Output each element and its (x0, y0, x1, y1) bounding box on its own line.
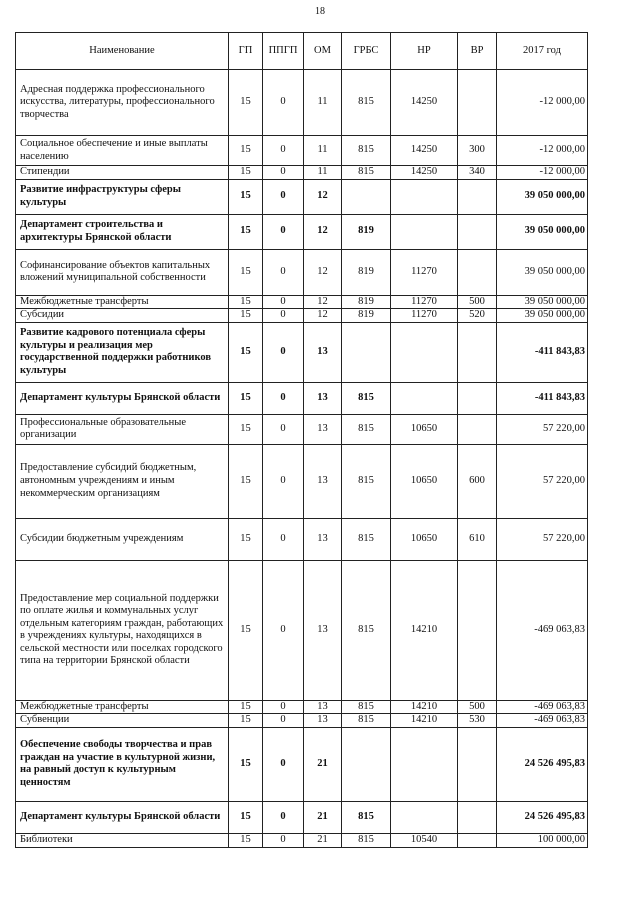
cell-gp: 15 (229, 295, 263, 309)
cell-gp: 15 (229, 70, 263, 136)
cell-vr: 300 (458, 136, 497, 166)
cell-ppgp: 0 (263, 727, 304, 801)
cell-vr (458, 801, 497, 833)
cell-vr: 600 (458, 444, 497, 518)
col-header-nr: НР (391, 33, 458, 70)
cell-om: 21 (304, 833, 342, 847)
cell-gp: 15 (229, 444, 263, 518)
cell-grbs: 815 (342, 714, 391, 728)
cell-grbs: 815 (342, 166, 391, 180)
cell-grbs (342, 322, 391, 382)
table-row (16, 444, 588, 518)
cell-nr: 14210 (391, 714, 458, 728)
cell-vr (458, 214, 497, 249)
cell-om: 11 (304, 166, 342, 180)
cell-nr: 14250 (391, 136, 458, 166)
table-row (16, 833, 588, 847)
cell-om: 12 (304, 214, 342, 249)
cell-vr: 340 (458, 166, 497, 180)
cell-ppgp: 0 (263, 414, 304, 444)
cell-grbs (342, 727, 391, 801)
cell-om: 12 (304, 309, 342, 323)
table-row (16, 309, 588, 323)
cell-ppgp: 0 (263, 70, 304, 136)
cell-nr (391, 214, 458, 249)
cell-amount: 24 526 495,83 (497, 727, 588, 801)
cell-ppgp: 0 (263, 166, 304, 180)
cell-nr: 11270 (391, 249, 458, 295)
cell-vr (458, 382, 497, 414)
table-row (16, 700, 588, 714)
cell-grbs: 819 (342, 309, 391, 323)
cell-om: 21 (304, 801, 342, 833)
cell-om: 13 (304, 414, 342, 444)
cell-amount: 39 050 000,00 (497, 249, 588, 295)
cell-amount: 57 220,00 (497, 414, 588, 444)
cell-name: Обеспечение свободы творчества и прав граждан на участие в культурной жизни, на равный доступ к культурным ценностям (16, 727, 229, 801)
cell-name: Департамент строительства и архитектуры Брянской области (16, 214, 229, 249)
cell-grbs: 815 (342, 70, 391, 136)
cell-name: Межбюджетные трансферты (16, 295, 229, 309)
cell-name: Предоставление мер социальной поддержки по оплате жилья и коммунальных услуг отдельным категориям граждан, работающих в учреждениях культуры, находящихся в сельской местности или поселках городского типа на территории Брянской области (16, 560, 229, 700)
cell-gp: 15 (229, 414, 263, 444)
cell-gp: 15 (229, 833, 263, 847)
cell-nr: 11270 (391, 309, 458, 323)
cell-name: Департамент культуры Брянской области (16, 382, 229, 414)
cell-ppgp: 0 (263, 801, 304, 833)
cell-vr (458, 727, 497, 801)
col-header-gp: ГП (229, 33, 263, 70)
cell-grbs: 815 (342, 801, 391, 833)
table-row (16, 179, 588, 214)
cell-amount: -12 000,00 (497, 136, 588, 166)
table-row (16, 295, 588, 309)
cell-grbs (342, 179, 391, 214)
cell-ppgp: 0 (263, 322, 304, 382)
cell-name: Департамент культуры Брянской области (16, 801, 229, 833)
cell-om: 13 (304, 518, 342, 560)
table-row (16, 249, 588, 295)
cell-amount: 57 220,00 (497, 444, 588, 518)
cell-om: 13 (304, 322, 342, 382)
col-header-ppgp: ППГП (263, 33, 304, 70)
cell-nr: 10650 (391, 518, 458, 560)
cell-nr (391, 382, 458, 414)
cell-grbs: 815 (342, 136, 391, 166)
cell-ppgp: 0 (263, 309, 304, 323)
col-header-name: Наименование (16, 33, 229, 70)
cell-amount: 24 526 495,83 (497, 801, 588, 833)
cell-name: Предоставление субсидий бюджетным, автономным учреждениям и иным некоммерческим организациям (16, 444, 229, 518)
cell-amount: 100 000,00 (497, 833, 588, 847)
cell-grbs: 815 (342, 560, 391, 700)
cell-gp: 15 (229, 801, 263, 833)
cell-amount: 39 050 000,00 (497, 214, 588, 249)
table-row (16, 727, 588, 801)
cell-vr (458, 70, 497, 136)
cell-grbs: 815 (342, 518, 391, 560)
cell-gp: 15 (229, 382, 263, 414)
cell-gp: 15 (229, 179, 263, 214)
cell-grbs: 819 (342, 214, 391, 249)
cell-amount: -469 063,83 (497, 714, 588, 728)
cell-amount: -469 063,83 (497, 560, 588, 700)
cell-vr: 500 (458, 700, 497, 714)
cell-vr (458, 322, 497, 382)
cell-ppgp: 0 (263, 295, 304, 309)
cell-ppgp: 0 (263, 518, 304, 560)
cell-name: Субвенции (16, 714, 229, 728)
table-row (16, 214, 588, 249)
cell-vr: 610 (458, 518, 497, 560)
cell-amount: 39 050 000,00 (497, 309, 588, 323)
cell-gp: 15 (229, 518, 263, 560)
cell-grbs: 815 (342, 833, 391, 847)
cell-name: Библиотеки (16, 833, 229, 847)
table-row (16, 560, 588, 700)
cell-amount: -12 000,00 (497, 166, 588, 180)
cell-nr: 14210 (391, 560, 458, 700)
cell-nr: 10540 (391, 833, 458, 847)
table-row (16, 414, 588, 444)
budget-table (15, 32, 588, 848)
col-header-om: ОМ (304, 33, 342, 70)
cell-om: 13 (304, 700, 342, 714)
cell-grbs: 815 (342, 444, 391, 518)
cell-name: Субсидии (16, 309, 229, 323)
cell-om: 13 (304, 382, 342, 414)
cell-om: 21 (304, 727, 342, 801)
cell-gp: 15 (229, 322, 263, 382)
cell-amount: 39 050 000,00 (497, 179, 588, 214)
cell-name: Развитие кадрового потенциала сферы культуры и реализация мер государственной поддержки работников культуры (16, 322, 229, 382)
cell-amount: -411 843,83 (497, 322, 588, 382)
cell-nr: 14250 (391, 166, 458, 180)
cell-ppgp: 0 (263, 714, 304, 728)
cell-name: Межбюджетные трансферты (16, 700, 229, 714)
cell-vr: 500 (458, 295, 497, 309)
cell-nr: 14250 (391, 70, 458, 136)
cell-amount: -12 000,00 (497, 70, 588, 136)
cell-om: 13 (304, 560, 342, 700)
cell-om: 11 (304, 136, 342, 166)
cell-gp: 15 (229, 166, 263, 180)
cell-gp: 15 (229, 714, 263, 728)
cell-ppgp: 0 (263, 700, 304, 714)
table-row (16, 518, 588, 560)
cell-gp: 15 (229, 214, 263, 249)
cell-nr (391, 322, 458, 382)
cell-nr: 11270 (391, 295, 458, 309)
page-number: 18 (315, 6, 325, 17)
cell-vr (458, 833, 497, 847)
cell-name: Субсидии бюджетным учреждениям (16, 518, 229, 560)
col-header-year: 2017 год (497, 33, 588, 70)
cell-ppgp: 0 (263, 214, 304, 249)
cell-nr: 10650 (391, 414, 458, 444)
cell-ppgp: 0 (263, 179, 304, 214)
cell-om: 12 (304, 295, 342, 309)
cell-amount: -469 063,83 (497, 700, 588, 714)
cell-name: Профессиональные образовательные организации (16, 414, 229, 444)
table-row (16, 322, 588, 382)
cell-gp: 15 (229, 700, 263, 714)
cell-gp: 15 (229, 560, 263, 700)
cell-ppgp: 0 (263, 249, 304, 295)
table-row (16, 166, 588, 180)
cell-amount: 57 220,00 (497, 518, 588, 560)
cell-name: Адресная поддержка профессионального искусства, литературы, профессионального творчества (16, 70, 229, 136)
table-header-row (16, 33, 588, 70)
cell-om: 13 (304, 444, 342, 518)
cell-ppgp: 0 (263, 136, 304, 166)
cell-name: Социальное обеспечение и иные выплаты населению (16, 136, 229, 166)
cell-vr (458, 179, 497, 214)
cell-grbs: 815 (342, 700, 391, 714)
col-header-grbs: ГРБС (342, 33, 391, 70)
cell-name: Стипендии (16, 166, 229, 180)
cell-ppgp: 0 (263, 382, 304, 414)
table-row (16, 714, 588, 728)
cell-om: 12 (304, 179, 342, 214)
cell-nr (391, 727, 458, 801)
cell-vr (458, 249, 497, 295)
cell-gp: 15 (229, 136, 263, 166)
cell-nr: 10650 (391, 444, 458, 518)
cell-vr: 520 (458, 309, 497, 323)
table-row (16, 801, 588, 833)
cell-grbs: 815 (342, 414, 391, 444)
cell-grbs: 819 (342, 249, 391, 295)
cell-gp: 15 (229, 309, 263, 323)
table-row (16, 136, 588, 166)
cell-ppgp: 0 (263, 444, 304, 518)
table-row (16, 70, 588, 136)
cell-gp: 15 (229, 727, 263, 801)
cell-vr (458, 560, 497, 700)
cell-grbs: 819 (342, 295, 391, 309)
cell-nr (391, 801, 458, 833)
col-header-vr: ВР (458, 33, 497, 70)
cell-om: 12 (304, 249, 342, 295)
cell-om: 11 (304, 70, 342, 136)
cell-grbs: 815 (342, 382, 391, 414)
table-row (16, 382, 588, 414)
cell-name: Развитие инфраструктуры сферы культуры (16, 179, 229, 214)
cell-ppgp: 0 (263, 560, 304, 700)
cell-om: 13 (304, 714, 342, 728)
cell-nr (391, 179, 458, 214)
cell-ppgp: 0 (263, 833, 304, 847)
cell-vr (458, 414, 497, 444)
cell-amount: -411 843,83 (497, 382, 588, 414)
cell-gp: 15 (229, 249, 263, 295)
cell-nr: 14210 (391, 700, 458, 714)
cell-amount: 39 050 000,00 (497, 295, 588, 309)
cell-vr: 530 (458, 714, 497, 728)
cell-name: Софинансирование объектов капитальных вложений муниципальной собственности (16, 249, 229, 295)
